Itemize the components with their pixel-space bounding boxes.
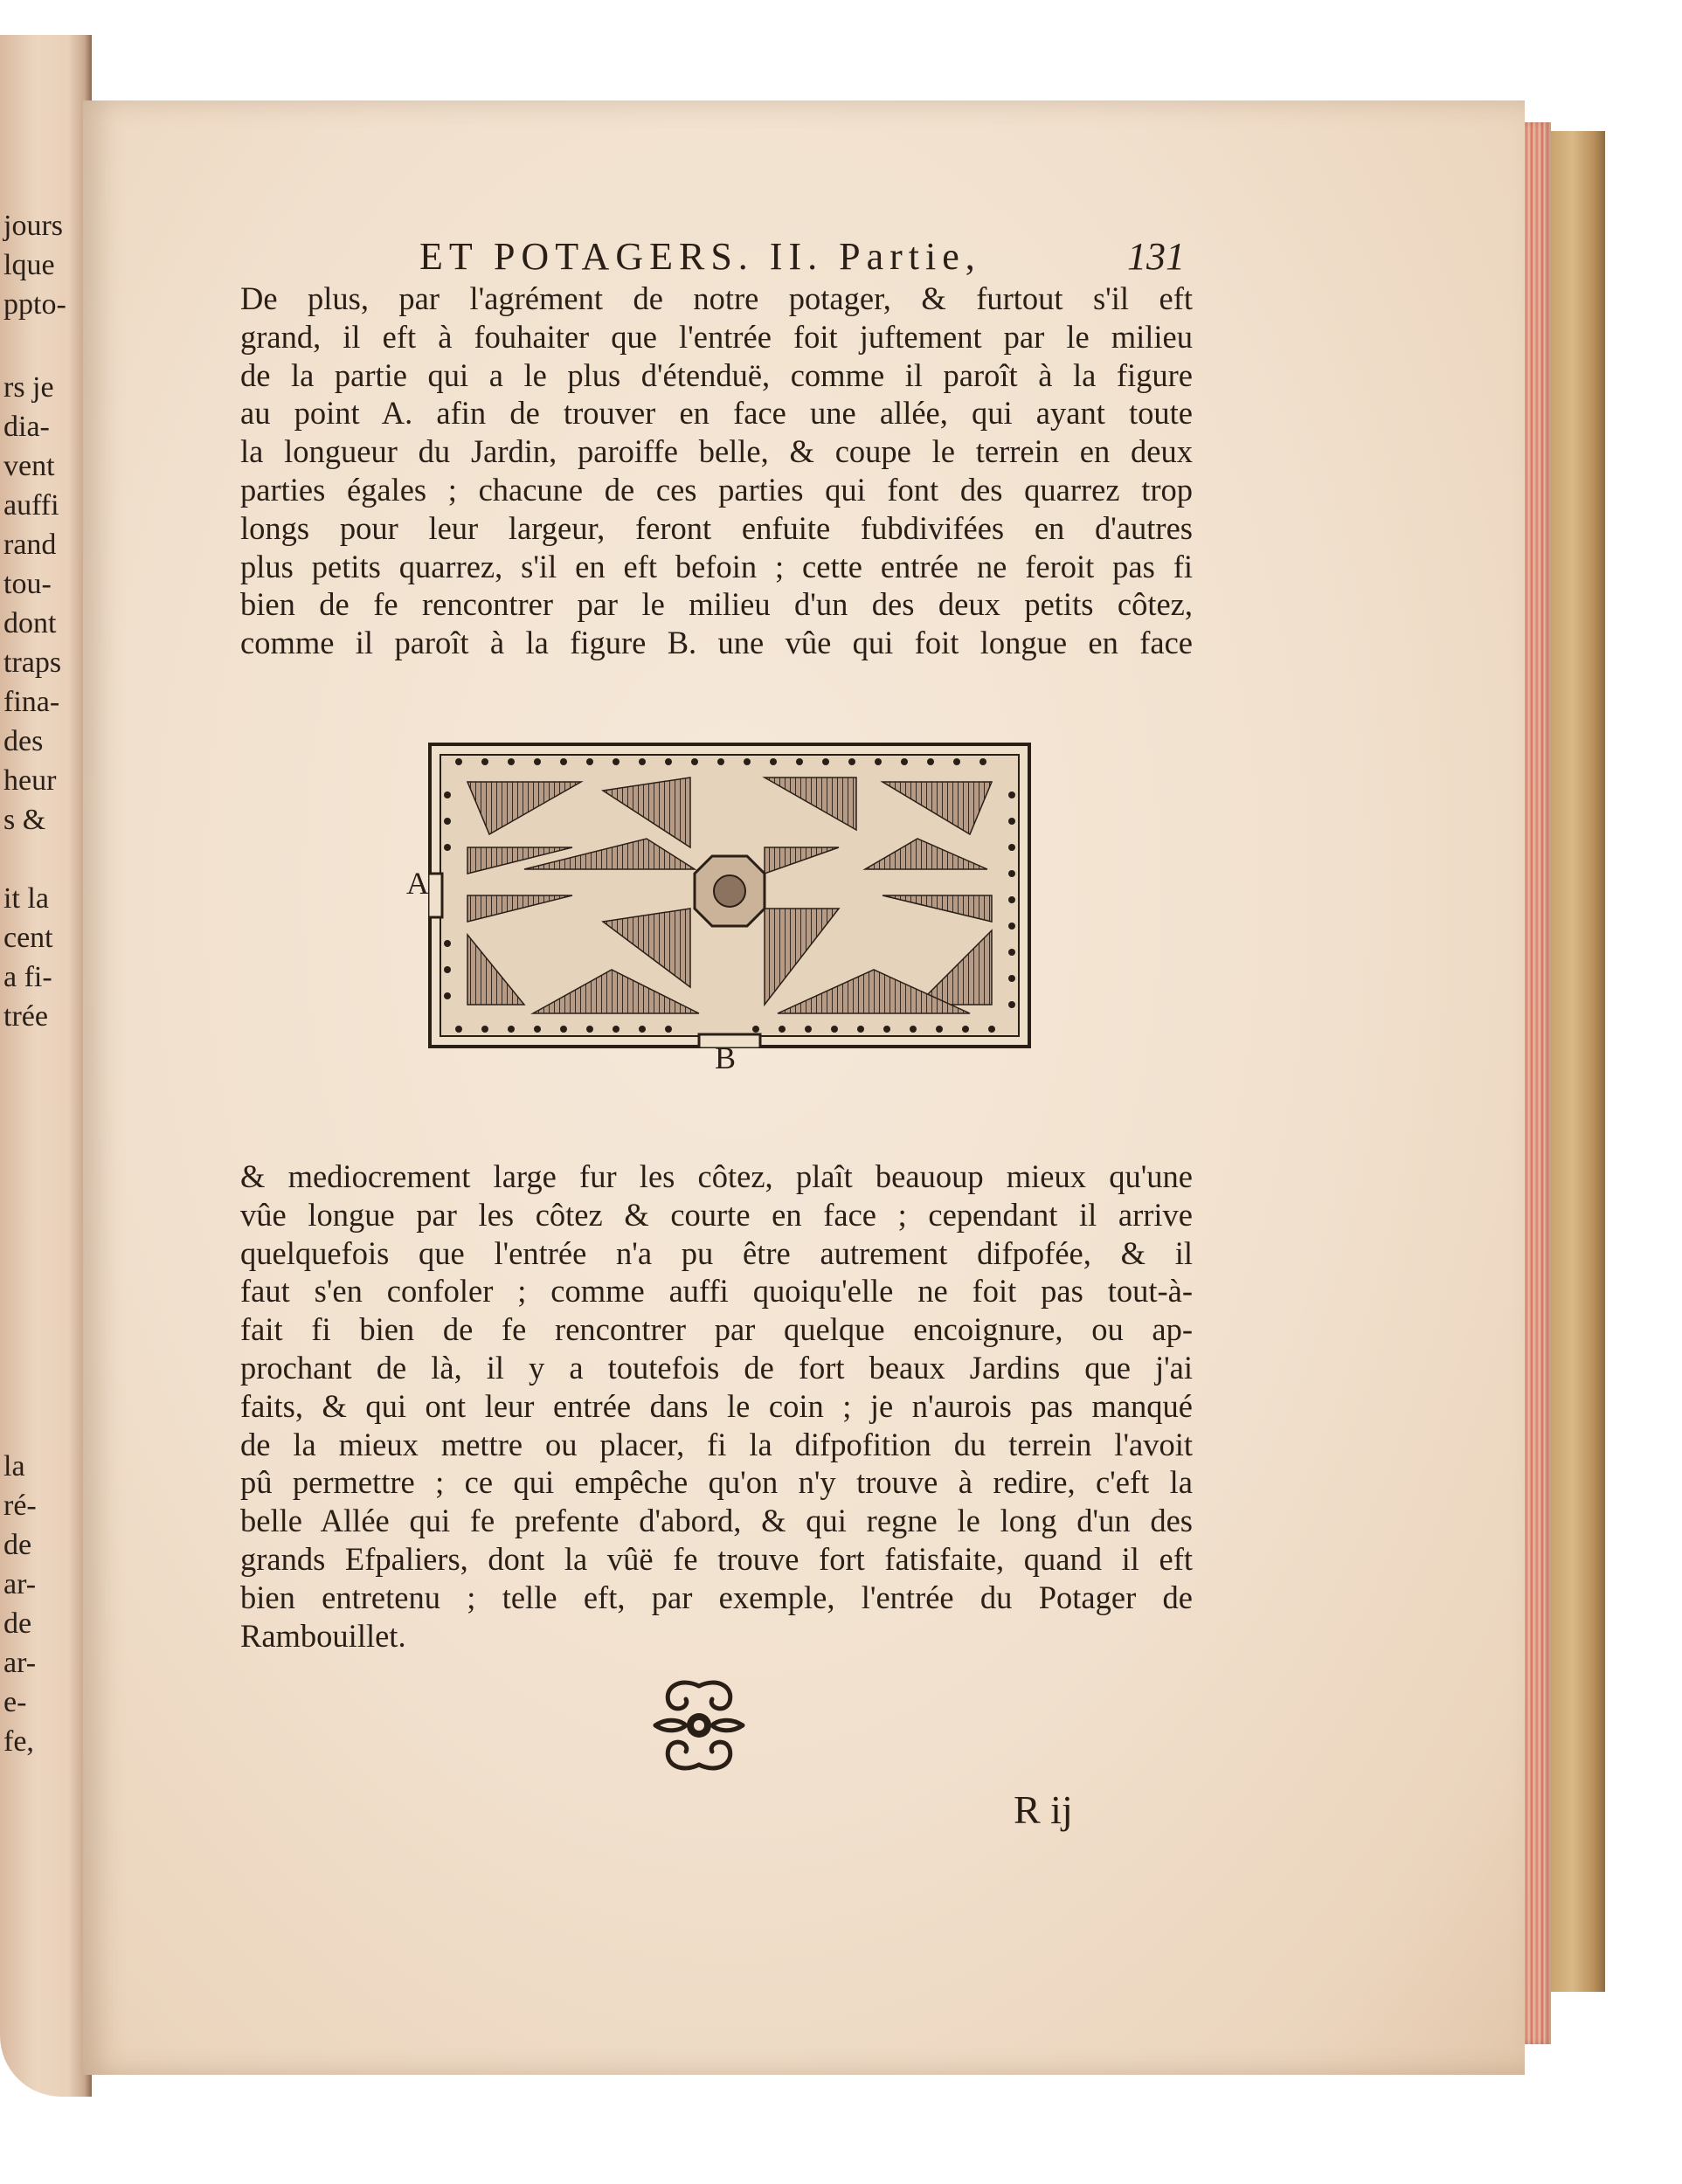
facing-fragment: tou- bbox=[3, 568, 52, 600]
facing-fragment: la bbox=[3, 1450, 25, 1482]
text-line: bien entretenu ; telle eft, par exemple, l'entrée du Potager de bbox=[240, 1579, 1193, 1615]
text-line: longs pour leur largeur, feront enfuite fubdivifées en d'autres bbox=[240, 509, 1193, 546]
facing-fragment: dont bbox=[3, 607, 57, 639]
paragraph-1 bbox=[240, 280, 1193, 662]
facing-page bbox=[0, 35, 92, 2097]
text-line: faits, & qui ont leur entrée dans le coin ; je n'aurois pas manqué bbox=[240, 1387, 1193, 1424]
facing-fragment: vent bbox=[3, 450, 55, 482]
text-line: de la mieux mettre ou placer, fi la difpofition du terrein l'avoit bbox=[240, 1426, 1193, 1462]
text-line: pû permettre ; ce qui empêche qu'on n'y trouve à redire, c'eft la bbox=[240, 1464, 1193, 1501]
facing-fragment: s & bbox=[3, 804, 46, 836]
text-line: comme il paroît à la figure B. une vûe qui foit longue en face bbox=[240, 625, 1193, 661]
facing-fragment: ar- bbox=[3, 1647, 37, 1679]
text-line: faut s'en confoler ; comme auffi quoiqu'elle ne foit pas tout-à- bbox=[240, 1273, 1193, 1310]
facing-fragment: fe, bbox=[3, 1725, 34, 1758]
facing-fragment: ré- bbox=[3, 1489, 37, 1522]
text-line: de la partie qui a le plus d'étenduë, comme il paroît à la figure bbox=[240, 356, 1193, 393]
text-line: la longueur du Jardin, paroiffe belle, & coupe le terrein en deux bbox=[240, 433, 1193, 470]
facing-fragment: it la bbox=[3, 882, 49, 915]
facing-fragment: traps bbox=[3, 646, 62, 679]
text-line: belle Allée qui fe prefente d'abord, & qui regne le long d'un des bbox=[240, 1503, 1193, 1539]
facing-fragment: auffi bbox=[3, 489, 59, 522]
running-title: ET POTAGERS. II. Partie, bbox=[419, 235, 981, 278]
facing-fragment: de bbox=[3, 1529, 32, 1561]
facing-fragment: fina- bbox=[3, 686, 60, 718]
text-line: grands Efpaliers, dont la vûë fe trouve fort fatisfaite, quand il eft bbox=[240, 1540, 1193, 1577]
text-line: plus petits quarrez, s'il en eft befoin ; cette entrée ne feroit pas fi bbox=[240, 548, 1193, 584]
text-line: bien de fe rencontrer par le milieu d'un des deux petits côtez, bbox=[240, 586, 1193, 623]
text-line: parties égales ; chacune de ces parties qui font des quarrez trop bbox=[240, 471, 1193, 508]
figure-label-b: B bbox=[715, 1040, 737, 1075]
running-head bbox=[0, 234, 1682, 283]
facing-fragment: e- bbox=[3, 1686, 27, 1718]
text-line: De plus, par l'agrément de notre potager, & furtout s'il eft bbox=[240, 280, 1193, 316]
signature-mark: R ij bbox=[1014, 1787, 1073, 1832]
text-line: Rambouillet. bbox=[240, 1617, 406, 1654]
book-block bbox=[1551, 131, 1605, 1992]
tailpiece-ornament-icon bbox=[647, 1677, 751, 1773]
garden-plan-figure bbox=[428, 743, 1031, 1048]
facing-fragment: ar- bbox=[3, 1568, 37, 1600]
facing-fragment: jours bbox=[3, 210, 63, 242]
facing-fragment: heur bbox=[3, 764, 57, 797]
facing-fragment: trée bbox=[3, 1000, 48, 1033]
facing-fragment: lque bbox=[3, 249, 55, 281]
facing-fragment: ppto- bbox=[3, 288, 66, 321]
facing-fragment: de bbox=[3, 1607, 32, 1640]
facing-fragment: rs je bbox=[3, 371, 54, 404]
facing-fragment: cent bbox=[3, 922, 53, 954]
text-line: au point A. afin de trouver en face une allée, qui ayant toute bbox=[240, 395, 1193, 432]
text-line: quelquefois que l'entrée n'a pu être autrement difpofée, & il bbox=[240, 1234, 1193, 1271]
text-line: vûe longue par les côtez & courte en face ; cependant il arrive bbox=[240, 1196, 1193, 1233]
text-line: prochant de là, il y a toutefois de fort beaux Jardins que j'ai bbox=[240, 1349, 1193, 1386]
facing-fragment: rand bbox=[3, 529, 57, 561]
paragraph-2 bbox=[240, 1158, 1193, 1655]
figure-label-a: A bbox=[406, 866, 429, 901]
facing-fragment: a fi- bbox=[3, 961, 52, 993]
text-line: & mediocrement large fur les côtez, plaît beauoup mieux qu'une bbox=[240, 1158, 1193, 1194]
facing-fragment: des bbox=[3, 725, 44, 757]
text-line: fait fi bien de fe rencontrer par quelque encoignure, ou ap- bbox=[240, 1311, 1193, 1348]
text-line: grand, il eft à fouhaiter que l'entrée foit juftement par le milieu bbox=[240, 318, 1193, 355]
page-number: 131 bbox=[1127, 235, 1185, 278]
facing-fragment: dia- bbox=[3, 411, 50, 443]
